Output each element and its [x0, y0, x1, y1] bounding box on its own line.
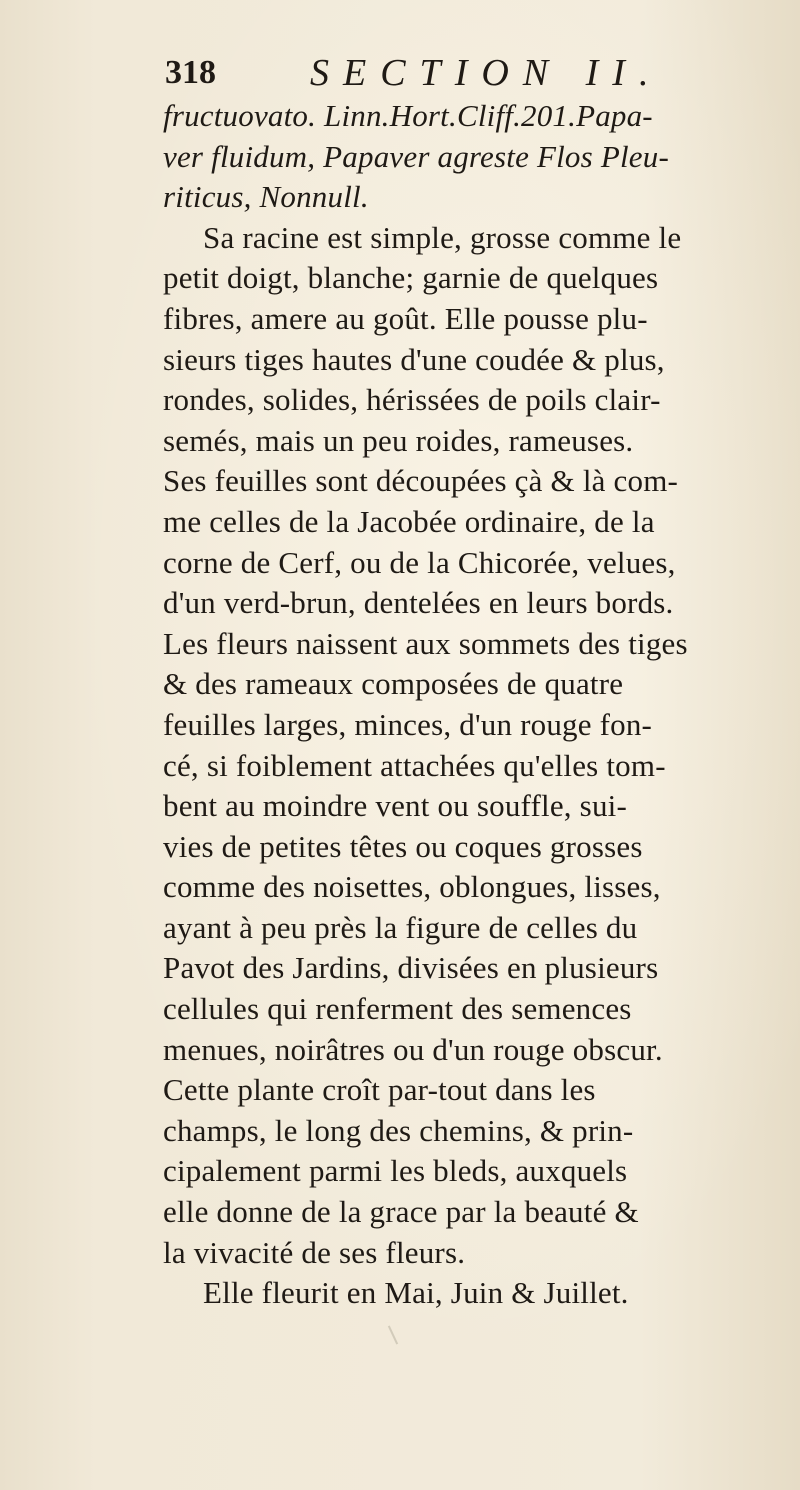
text-line: bent au moindre vent ou souffle, sui- — [163, 788, 627, 824]
text-line: rondes, solides, hérissées de poils clair- — [163, 382, 661, 418]
text-line: ver fluidum, Papaver agreste Flos Pleu- — [163, 138, 669, 174]
text-line: d'un verd-brun, dentelées en leurs bords. — [163, 585, 674, 621]
text-line: semés, mais un peu roides, rameuses. — [163, 422, 634, 458]
text-line: Les fleurs naissent aux sommets des tiges — [163, 625, 688, 661]
text-line: corne de Cerf, ou de la Chicorée, velues, — [163, 544, 676, 580]
text-line: elle donne de la grace par la beauté & — [163, 1194, 639, 1230]
page-header — [165, 48, 725, 98]
text-line: vies de petites têtes ou coques grosses — [163, 828, 643, 864]
text-line: ayant à peu près la figure de celles du — [163, 909, 638, 945]
text-line: fructuovato. Linn.Hort.Cliff.201.Papa- — [163, 98, 653, 133]
paper-mark — [388, 1326, 398, 1345]
text-line: Pavot des Jardins, divisées en plusieurs — [163, 950, 659, 986]
text-line: Elle fleurit en Mai, Juin & Juillet. — [203, 1275, 629, 1311]
text-line: cellules qui renferment des semences — [163, 991, 632, 1027]
text-line: Ses feuilles sont découpées çà & là com- — [163, 463, 679, 499]
text-line: Sa racine est simple, grosse comme le — [203, 219, 682, 255]
text-line: sieurs tiges hautes d'une coudée & plus, — [163, 341, 665, 377]
text-line: menues, noirâtres ou d'un rouge obscur. — [163, 1031, 663, 1067]
text-line: la vivacité de ses fleurs. — [163, 1234, 466, 1270]
text-line: cé, si foiblement attachées qu'elles tom- — [163, 747, 666, 783]
text-line: feuilles larges, minces, d'un rouge fon- — [163, 706, 653, 742]
text-line: fibres, amere au goût. Elle pousse plu- — [163, 300, 648, 336]
running-head: SECTION II. — [310, 52, 663, 94]
text-line: me celles de la Jacobée ordinaire, de la — [163, 503, 655, 539]
text-line: Cette plante croît par-tout dans les — [163, 1072, 596, 1108]
text-line: petit doigt, blanche; garnie de quelques — [163, 260, 659, 296]
text-line: & des rameaux composées de quatre — [163, 666, 624, 702]
text-line: cipalement parmi les bleds, auxquels — [163, 1153, 628, 1189]
text-line: champs, le long des chemins, & prin- — [163, 1112, 634, 1148]
text-line: comme des noisettes, oblongues, lisses, — [163, 869, 661, 905]
text-line: riticus, Nonnull. — [163, 179, 369, 215]
body-text — [163, 96, 783, 1314]
page-number: 318 — [165, 54, 216, 91]
